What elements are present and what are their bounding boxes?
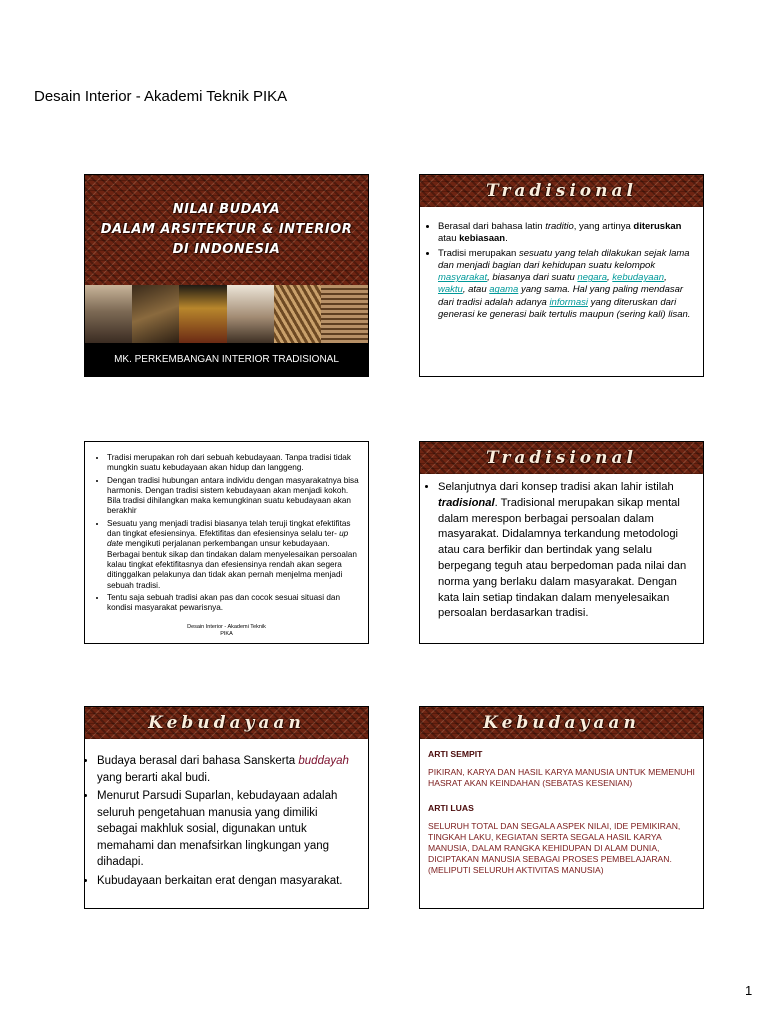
slide-footer: Desain Interior - Akademi Teknik PIKA [187, 624, 266, 637]
bullet-item: • Selanjutnya dari konsep tradisi akan lahir istilah tradisional. Tradisional merupakan sikap mental dalam merespon berbagai persoalan dalam masyarakat. Didalamnya terkandung metodologi atau cara berfikir dan bertindak yang selalu berpegang teguh atau berpedoman pada nilai dan norma yang berlaku dalam masyarakat. Dengan kata lain setiap tindakan dalam menyelesaikan persoalan berdasarkan tradisi. [438, 480, 695, 622]
statue-photo [132, 285, 179, 343]
slide-body [97, 453, 360, 615]
culture-photo-strip [85, 285, 368, 343]
bullet-item: • Menurut Parsudi Suparlan, kebudayaan adalah seluruh pengetahuan manusia yang dimiliki sebagai makhluk sosial, digunakan untuk memahami dan menafsirkan lingkungan yang dihadapi. [97, 788, 360, 871]
slide-title-heading [85, 175, 368, 285]
bullet-item: • Budaya berasal dari bahasa Sanskerta buddayah yang berarti akal budi. [97, 753, 360, 786]
slide-banner [420, 442, 703, 474]
bullet-item: • Berasal dari bahasa latin traditio, yang artinya diteruskan atau kebiasaan. [438, 221, 695, 246]
portrait-photo [227, 285, 274, 343]
section-label-narrow: ARTI SEMPIT [428, 749, 483, 759]
title-line-1: NILAI BUDAYA [172, 202, 281, 217]
title-line-3: DI INDONESIA [172, 242, 281, 257]
slide-body [428, 221, 695, 323]
section-text-narrow: PIKIRAN, KARYA DAN HASIL KARYA MANUSIA UNTUK MEMENUHI HASRAT AKAN KEINDAHAN (SEBATAS KESENIAN) [428, 767, 695, 788]
banner-title: Tradisional [486, 448, 637, 468]
temple-photo [85, 285, 132, 343]
bullet-item: • Tradisi merupakan sesuatu yang telah dilakukan sejak lama dan menjadi bagian dari kehidupan suatu kelompok masyarakat, biasanya dari suatu negara, kebudayaan, waktu, atau agama yang sama. Hal yang paling mendasar dari tradisi adalah adanya informasi yang diteruskan dari generasi ke generasi baik tertulis maupun (sering kali) lisan. [438, 248, 695, 322]
dancer-photo [179, 285, 226, 343]
bullet-item: • Kubudayaan berkaitan erat dengan masyarakat. [97, 873, 360, 890]
slide-title [84, 174, 369, 377]
slide-banner [420, 175, 703, 207]
slide-body [428, 480, 695, 624]
slide-banner [85, 707, 368, 739]
banner-title: Kebudayaan [483, 713, 640, 733]
link-negara[interactable]: negara [577, 272, 608, 284]
slide-tradisional-definition [419, 174, 704, 377]
slide-body [428, 749, 695, 890]
link-waktu[interactable]: waktu [438, 284, 463, 296]
slide-tradisi-roles [84, 441, 369, 644]
slide-kebudayaan-meaning [419, 706, 704, 909]
weaving-photo [274, 285, 321, 343]
link-kebudayaan[interactable]: kebudayaan [612, 272, 665, 284]
link-agama[interactable]: agama [489, 284, 519, 296]
course-subtitle: MK. PERKEMBANGAN INTERIOR TRADISIONAL [85, 343, 368, 376]
slide-tradisional-concept [419, 441, 704, 644]
banner-title: Kebudayaan [148, 713, 305, 733]
bullet-item: • Sesuatu yang menjadi tradisi biasanya telah teruji tingkat efektifitas dan tingkat efesiensinya. Efektifitas dan efesiensinya selalu ter- up date mengikuti perjalanan perkembangan unsur kebudayaan. Berbagai bentuk sikap dan tindakan dalam menyelesaikan persoalan kalau tingkat efektifitasnya dan efesiensinya rendah akan segera ditinggalkan pelakunya dan tidak akan pernah menjelma menjadi sebuah tradisi. [107, 519, 360, 591]
section-label-broad: ARTI LUAS [428, 803, 474, 813]
section-text-broad: SELURUH TOTAL DAN SEGALA ASPEK NILAI, IDE PEMIKIRAN, TINGKAH LAKU, KEGIATAN SERTA SEGALA HASIL KARYA MANUSIA, DALAM RANGKA KEHIDUPAN DI ALAM DUNIA, DICIPTAKAN MANUSIA SEBAGAI PROSES PEMBELAJARAN. (MELIPUTI SELURUH AKTIVITAS MANUSIA) [428, 821, 681, 875]
link-informasi[interactable]: informasi [549, 296, 588, 308]
bullet-item: • Tentu saja sebuah tradisi akan pas dan cocok sesuai situasi dan kondisi masyarakat pewarisnya. [107, 593, 360, 614]
slide-banner [420, 707, 703, 739]
basket-photo [321, 285, 368, 343]
slide-body [87, 753, 360, 891]
banner-title: Tradisional [486, 181, 637, 201]
bullet-item: • Tradisi merupakan roh dari sebuah kebudayaan. Tanpa tradisi tidak mungkin suatu kebudayaan akan hidup dan langgeng. [107, 453, 360, 474]
link-masyarakat[interactable]: masyarakat [438, 272, 488, 284]
page-header: Desain Interior - Akademi Teknik PIKA [34, 88, 288, 105]
page-number: 1 [745, 983, 753, 998]
bullet-item: • Dengan tradisi hubungan antara individu dengan masyarakatnya bisa harmonis. Dengan tradisi sistem kebudayaan akan menjadi kokoh. Bila tradisi dihilangkan maka kemungkinan suatu kebudayaan akan berakhir [107, 476, 360, 517]
title-line-2: DALAM ARSITEKTUR & INTERIOR [100, 222, 353, 237]
slide-kebudayaan-definition [84, 706, 369, 909]
